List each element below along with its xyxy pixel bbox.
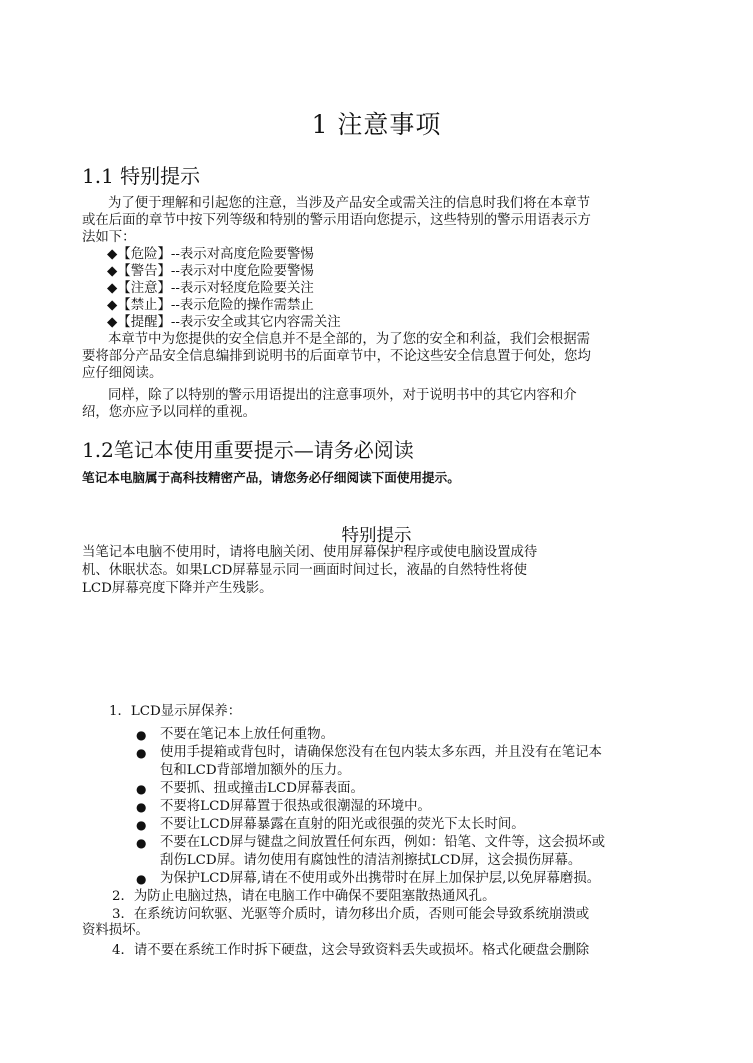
bullet-5-line-1: 不要让LCD屏幕暴露在直射的阳光或很强的荧光下太长时间。	[160, 817, 525, 832]
special-text-line-1: 当笔记本电脑不使用时，请将电脑关闭、使用屏幕保护程序或使电脑设置成待	[82, 545, 538, 560]
bullet-2-line-2: 包和LCD背部增加额外的压力。	[160, 763, 351, 778]
item3-line-1: 3．在系统访问软驱、光驱等介质时，请勿移出介质，否则可能会导致系统崩溃或	[112, 907, 590, 922]
section-heading-1-1: 1.1 特别提示	[82, 164, 201, 188]
special-notice-title: 特别提示	[341, 526, 412, 546]
bullet-dot: ●	[136, 818, 147, 832]
intro-line-1: 为了便于理解和引起您的注意，当涉及产品安全或需关注的信息时我们将在本章节	[108, 196, 591, 211]
section-heading-1-2: 1.2笔记本使用重要提示—请务必阅读	[82, 438, 414, 462]
bold-note: 笔记本电脑属于高科技精密产品，请您务必仔细阅读下面使用提示。	[82, 470, 460, 485]
level-warning: ◆【警告】--表示对中度危险要警惕	[107, 264, 314, 279]
para2-line-2: 要将部分产品安全信息编排到说明书的后面章节中，不论这些安全信息置于何处，您均	[82, 349, 591, 364]
level-reminder: ◆【提醒】--表示安全或其它内容需关注	[107, 315, 341, 330]
chapter-title: 1 注意事项	[311, 110, 442, 139]
bullet-1-line-1: 不要在笔记本上放任何重物。	[160, 727, 335, 742]
level-forbidden: ◆【禁止】--表示危险的操作需禁止	[107, 298, 314, 313]
bullet-dot: ●	[136, 782, 147, 796]
level-caution: ◆【注意】--表示对轻度危险要关注	[107, 281, 314, 296]
item1-title: 1．LCD显示屏保养：	[109, 704, 242, 719]
bullet-dot: ●	[136, 836, 147, 850]
intro-line-3: 法如下：	[82, 230, 136, 245]
item3-line-2: 资料损坏。	[82, 923, 149, 938]
para3-line-1: 同样，除了以特别的警示用语提出的注意事项外，对于说明书中的其它内容和介	[108, 388, 577, 403]
bullet-7-line-1: 为保护LCD屏幕,请在不使用或外出携带时在屏上加保护层,以免屏幕磨损。	[160, 871, 601, 886]
special-text-line-2: 机、休眠状态。如果LCD屏幕显示同一画面时间过长，液晶的自然特性将使	[82, 563, 527, 578]
bullet-3-line-1: 不要抓、扭或撞击LCD屏幕表面。	[160, 781, 364, 796]
para2-line-1: 本章节中为您提供的安全信息并不是全部的，为了您的安全和利益，我们会根据需	[108, 332, 591, 347]
special-text-line-3: LCD屏幕亮度下降并产生残影。	[82, 581, 273, 596]
item2: 2．为防止电脑过热，请在电脑工作中确保不要阻塞散热通风孔。	[112, 889, 496, 904]
para3-line-2: 绍，您亦应予以同样的重视。	[82, 405, 257, 420]
bullet-dot: ●	[136, 746, 147, 760]
bullet-6-line-1: 不要在LCD屏与键盘之间放置任何东西，例如：铅笔、文件等，这会损坏或	[160, 835, 605, 850]
bullet-dot: ●	[136, 800, 147, 814]
bullet-4-line-1: 不要将LCD屏幕置于很热或很潮湿的环境中。	[160, 799, 431, 814]
level-danger: ◆【危险】--表示对高度危险要警惕	[107, 247, 314, 262]
item4: 4．请不要在系统工作时拆下硬盘，这会导致资料丢失或损坏。格式化硬盘会删除	[112, 943, 590, 958]
bullet-6-line-2: 刮伤LCD屏。请勿使用有腐蚀性的清洁剂擦拭LCD屏，这会损伤屏幕。	[160, 853, 582, 868]
bullet-2-line-1: 使用手提箱或背包时，请确保您没有在包内装太多东西，并且没有在笔记本	[160, 745, 602, 760]
bullet-dot: ●	[136, 872, 147, 886]
bullet-dot: ●	[136, 728, 147, 742]
intro-line-2: 或在后面的章节中按下列等级和特别的警示用语向您提示，这些特别的警示用语表示方	[82, 213, 591, 228]
para2-line-3: 应仔细阅读。	[82, 366, 163, 381]
